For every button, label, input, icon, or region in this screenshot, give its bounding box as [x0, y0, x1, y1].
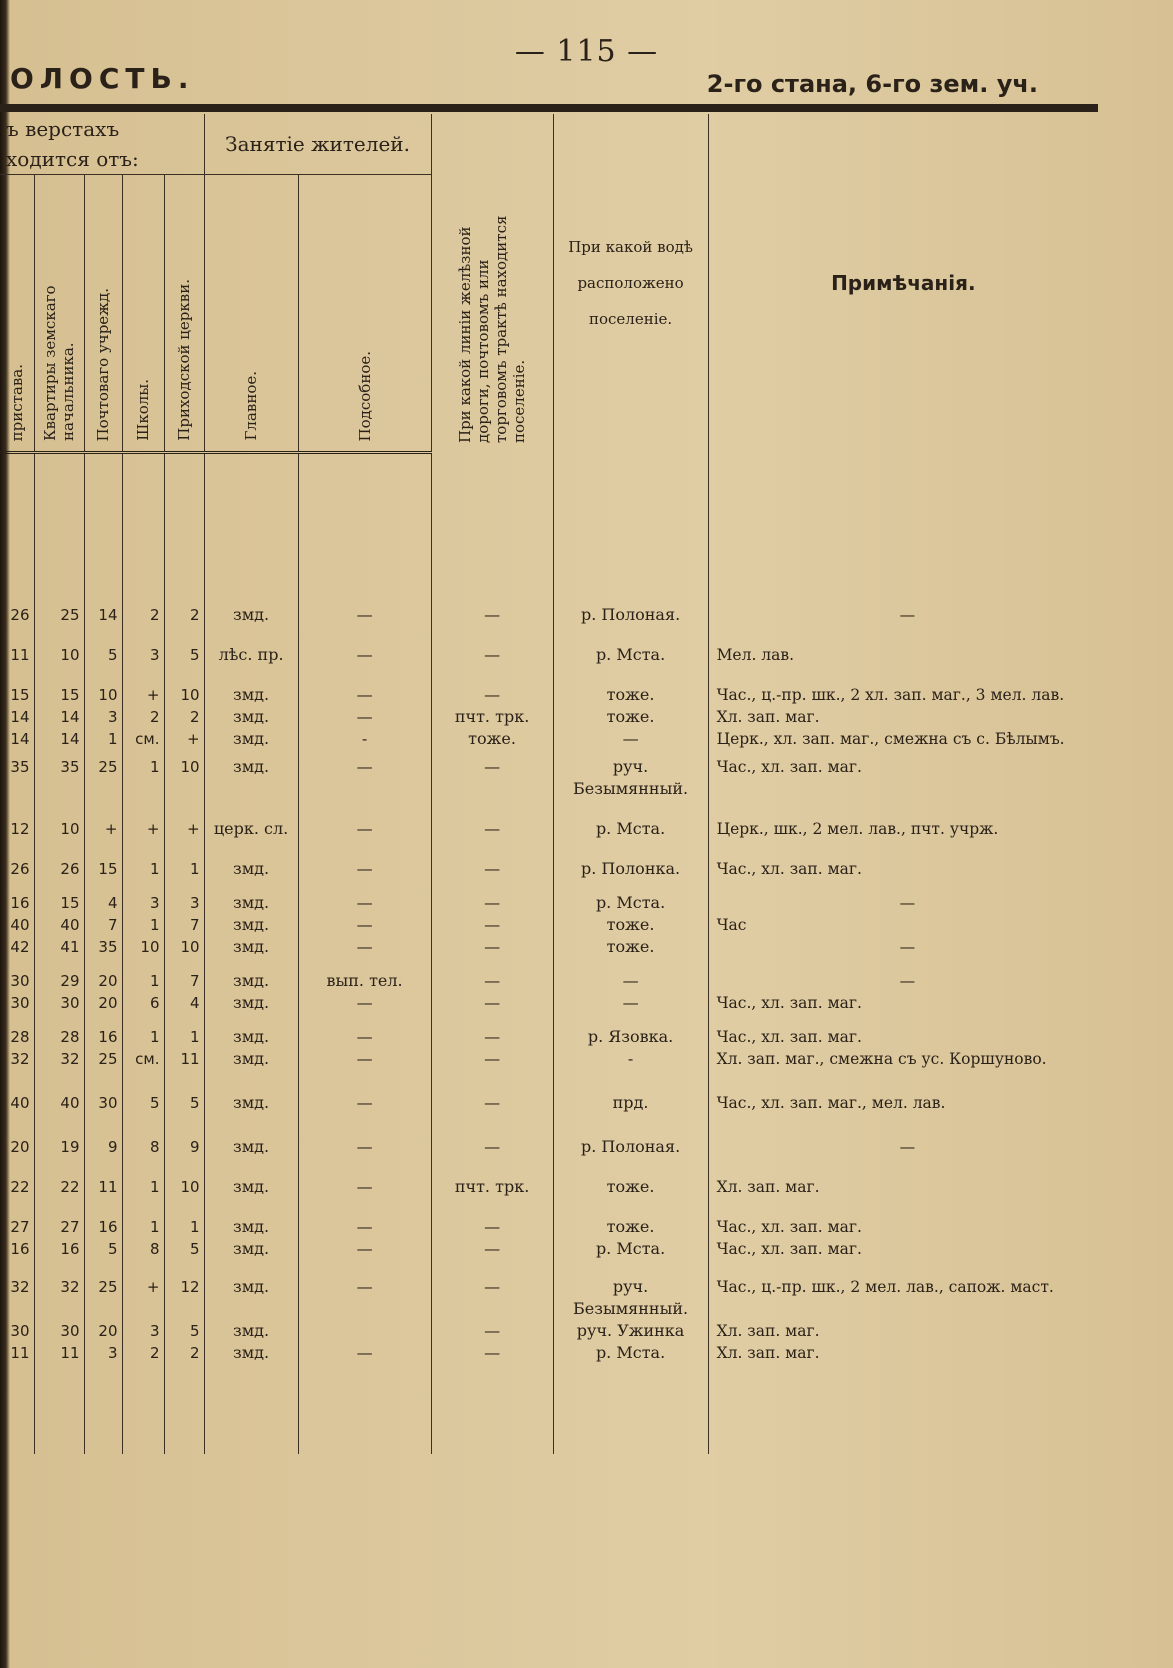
post-cell: 16: [84, 1014, 122, 1048]
notes-cell: —: [708, 880, 1098, 914]
aux-occupation-cell: -: [298, 728, 431, 750]
zemsky-cell: 11: [34, 1342, 84, 1364]
school-cell: +: [122, 800, 164, 840]
main-occupation-cell: церк. сл.: [204, 800, 298, 840]
post-cell: 20: [84, 958, 122, 992]
post-cell: 4: [84, 880, 122, 914]
pristava-cell: 22: [10, 1178, 30, 1196]
post-cell: +: [84, 800, 122, 840]
table-row: [0, 1238, 1098, 1260]
road-column-label: При какой линіи желѣзной дороги, почтовомъ или торговомъ трактѣ находится поселеніе.: [456, 215, 529, 443]
aux-occupation-cell: —: [298, 604, 431, 626]
road-cell: —: [431, 1198, 553, 1238]
table-row: [0, 1070, 1098, 1114]
road-cell: —: [431, 604, 553, 626]
water-cell: тоже.: [553, 1158, 708, 1198]
water-cell: р. Мста.: [553, 1342, 708, 1364]
church-column-label: Приходской церкви.: [175, 279, 194, 441]
main-occupation-cell: змд.: [204, 1070, 298, 1114]
aux-occupation-cell: —: [298, 1198, 431, 1238]
aux-occupation-cell: вып. тел.: [298, 958, 431, 992]
church-column-header: [164, 175, 204, 453]
water-cell: руч. Ужинка: [553, 1320, 708, 1342]
table-row: [0, 706, 1098, 728]
road-cell: —: [431, 1342, 553, 1364]
church-cell: 1: [164, 1198, 204, 1238]
table-row: [0, 1342, 1098, 1364]
school-cell: 1: [122, 1198, 164, 1238]
school-cell: 2: [122, 1342, 164, 1364]
road-cell: —: [431, 1260, 553, 1320]
church-cell: 2: [164, 604, 204, 626]
table-row: [0, 750, 1098, 800]
aux-occupation-cell: —: [298, 1014, 431, 1048]
road-cell: пчт. трк.: [431, 1158, 553, 1198]
water-cell: руч. Безымянный.: [553, 1260, 708, 1320]
blank-row: [0, 1364, 1098, 1454]
aux-occupation-cell: —: [298, 800, 431, 840]
pristava-cell: 14: [10, 708, 30, 726]
notes-cell: Час., хл. зап. маг.: [708, 750, 1098, 800]
pristava-cell: 12: [10, 820, 30, 838]
zemsky-cell: 14: [34, 706, 84, 728]
main-occupation-cell: лѣс. пр.: [204, 626, 298, 666]
notes-cell: —: [708, 958, 1098, 992]
post-cell: 5: [84, 626, 122, 666]
zemsky-cell: 15: [34, 880, 84, 914]
zemsky-column-header: [34, 175, 84, 453]
notes-cell: Церк., шк., 2 мел. лав., пчт. учрж.: [708, 800, 1098, 840]
table-row: [0, 666, 1098, 706]
main-occupation-cell: змд.: [204, 1238, 298, 1260]
aux-occupation-cell: —: [298, 1260, 431, 1320]
header-rule: [0, 104, 1098, 112]
notes-cell: Хл. зап. маг.: [708, 1158, 1098, 1198]
main-occupation-cell: змд.: [204, 706, 298, 728]
table-row: [0, 958, 1098, 992]
main-occupation-cell: змд.: [204, 1198, 298, 1238]
church-cell: 3: [164, 880, 204, 914]
aux-occupation-cell: —: [298, 750, 431, 800]
zemsky-cell: 40: [34, 914, 84, 936]
table-row: [0, 800, 1098, 840]
post-cell: 5: [84, 1238, 122, 1260]
road-cell: —: [431, 914, 553, 936]
post-cell: 3: [84, 706, 122, 728]
notes-column-label: Примѣчанія.: [831, 271, 976, 296]
road-cell: —: [431, 936, 553, 958]
table-row: [0, 1320, 1098, 1342]
main-occupation-cell: змд.: [204, 750, 298, 800]
zemsky-cell: 35: [34, 750, 84, 800]
church-cell: 5: [164, 1320, 204, 1342]
table-row: [0, 626, 1098, 666]
road-cell: —: [431, 1320, 553, 1342]
school-cell: 1: [122, 1014, 164, 1048]
school-cell: 3: [122, 1320, 164, 1342]
road-cell: —: [431, 880, 553, 914]
pristava-cell: 26: [10, 860, 30, 878]
post-cell: 14: [84, 604, 122, 626]
notes-column-header: [708, 114, 1098, 453]
main-occupation-cell: змд.: [204, 1014, 298, 1048]
notes-cell: —: [708, 1114, 1098, 1158]
zemsky-cell: 40: [34, 1070, 84, 1114]
pristava-cell: 26: [10, 606, 30, 624]
water-cell: р. Мста.: [553, 626, 708, 666]
water-cell: прд.: [553, 1070, 708, 1114]
school-cell: 1: [122, 840, 164, 880]
zemsky-cell: 30: [34, 1320, 84, 1342]
distance-group-header: [0, 114, 204, 175]
post-cell: 20: [84, 1320, 122, 1342]
main-occupation-cell: змд.: [204, 1320, 298, 1342]
water-column-label: При какой водѣ расположено поселеніе.: [568, 238, 693, 329]
water-cell: р. Полонка.: [553, 840, 708, 880]
pristava-cell: 15: [10, 686, 30, 704]
water-cell: —: [553, 958, 708, 992]
water-cell: р. Язовка.: [553, 1014, 708, 1048]
school-cell: +: [122, 666, 164, 706]
notes-cell: Церк., хл. зап. маг., смежна съ с. Бѣлымъ.: [708, 728, 1098, 750]
pristava-column-label: пристава.: [7, 363, 26, 441]
occupation-group-header: [204, 114, 431, 175]
post-cell: 25: [84, 1048, 122, 1070]
aux-occupation-cell: —: [298, 936, 431, 958]
post-cell: 3: [84, 1342, 122, 1364]
water-cell: тоже.: [553, 666, 708, 706]
water-cell: р. Мста.: [553, 800, 708, 840]
post-column-label: Почтоваго учрежд.: [94, 287, 112, 441]
water-cell: —: [553, 992, 708, 1014]
main-occupation-cell: змд.: [204, 840, 298, 880]
aux-occupation-label: Подсобное.: [355, 350, 374, 441]
church-cell: 5: [164, 1238, 204, 1260]
table-row: [0, 1260, 1098, 1320]
zemsky-cell: 41: [34, 936, 84, 958]
school-cell: см.: [122, 728, 164, 750]
header-district: 2-го стана, 6-го зем. уч.: [706, 70, 1038, 98]
main-occupation-cell: змд.: [204, 1114, 298, 1158]
water-cell: —: [553, 728, 708, 750]
church-cell: 12: [164, 1260, 204, 1320]
table-row: [0, 1158, 1098, 1198]
church-cell: 7: [164, 914, 204, 936]
table-row: [0, 1198, 1098, 1238]
notes-cell: Час., хл. зап. маг.: [708, 1238, 1098, 1260]
zemsky-cell: 26: [34, 840, 84, 880]
church-cell: 7: [164, 958, 204, 992]
post-cell: 20: [84, 992, 122, 1014]
road-cell: —: [431, 958, 553, 992]
church-cell: 5: [164, 1070, 204, 1114]
notes-cell: Мел. лав.: [708, 626, 1098, 666]
zemsky-cell: 28: [34, 1014, 84, 1048]
notes-cell: Час., хл. зап. маг.: [708, 1014, 1098, 1048]
aux-occupation-cell: —: [298, 1114, 431, 1158]
church-cell: 2: [164, 706, 204, 728]
school-cell: см.: [122, 1048, 164, 1070]
main-occupation-cell: змд.: [204, 1342, 298, 1364]
main-occupation-cell: змд.: [204, 604, 298, 626]
water-cell: руч. Безымянный.: [553, 750, 708, 800]
post-cell: 25: [84, 750, 122, 800]
road-cell: пчт. трк.: [431, 706, 553, 728]
school-column-label: Школы.: [134, 379, 152, 441]
aux-occupation-cell: [298, 1320, 431, 1342]
notes-cell: Час., ц.-пр. шк., 2 хл. зап. маг., 3 мел. лав.: [708, 666, 1098, 706]
pristava-cell: 28: [10, 1028, 30, 1046]
pristava-cell: 16: [10, 1240, 30, 1258]
notes-cell: —: [708, 936, 1098, 958]
post-cell: 7: [84, 914, 122, 936]
pristava-cell: 30: [10, 1322, 30, 1340]
church-cell: 10: [164, 1158, 204, 1198]
aux-occupation-cell: —: [298, 880, 431, 914]
aux-occupation-cell: —: [298, 914, 431, 936]
aux-occupation-cell: —: [298, 626, 431, 666]
church-cell: 11: [164, 1048, 204, 1070]
main-occupation-cell: змд.: [204, 728, 298, 750]
church-cell: 1: [164, 1014, 204, 1048]
water-cell: р. Полоная.: [553, 604, 708, 626]
aux-occupation-cell: —: [298, 1070, 431, 1114]
main-occupation-cell: змд.: [204, 666, 298, 706]
aux-occupation-cell: —: [298, 666, 431, 706]
road-cell: —: [431, 800, 553, 840]
church-cell: 1: [164, 840, 204, 880]
water-cell: р. Мста.: [553, 880, 708, 914]
school-cell: 5: [122, 1070, 164, 1114]
post-cell: 9: [84, 1114, 122, 1158]
zemsky-cell: 27: [34, 1198, 84, 1238]
aux-occupation-cell: —: [298, 992, 431, 1014]
road-cell: —: [431, 992, 553, 1014]
aux-occupation-header: [298, 175, 431, 453]
aux-occupation-cell: —: [298, 1342, 431, 1364]
notes-cell: Час., хл. зап. маг., мел. лав.: [708, 1070, 1098, 1114]
table-row: [0, 936, 1098, 958]
aux-occupation-cell: —: [298, 1158, 431, 1198]
post-cell: 15: [84, 840, 122, 880]
water-cell: р. Мста.: [553, 1238, 708, 1260]
church-cell: 10: [164, 750, 204, 800]
school-column-header: [122, 175, 164, 453]
water-cell: р. Полоная.: [553, 1114, 708, 1158]
table-row: [0, 1114, 1098, 1158]
church-cell: +: [164, 800, 204, 840]
pristava-cell: 11: [10, 1344, 30, 1362]
zemsky-cell: 29: [34, 958, 84, 992]
table-row: [0, 880, 1098, 914]
road-cell: —: [431, 1048, 553, 1070]
pristava-cell: 32: [10, 1050, 30, 1068]
main-occupation-cell: змд.: [204, 958, 298, 992]
notes-cell: Час., хл. зап. маг.: [708, 1198, 1098, 1238]
pristava-cell: 16: [10, 894, 30, 912]
zemsky-cell: 32: [34, 1048, 84, 1070]
main-occupation-cell: змд.: [204, 1048, 298, 1070]
school-cell: 1: [122, 750, 164, 800]
pristava-cell: 11: [10, 646, 30, 664]
table-row: [0, 992, 1098, 1014]
table-row: [0, 604, 1098, 626]
school-cell: 3: [122, 626, 164, 666]
main-occupation-cell: змд.: [204, 880, 298, 914]
pristava-cell: 40: [10, 1094, 30, 1112]
post-cell: 25: [84, 1260, 122, 1320]
school-cell: 8: [122, 1238, 164, 1260]
school-cell: 2: [122, 604, 164, 626]
notes-cell: Хл. зап. маг.: [708, 1342, 1098, 1364]
main-occupation-cell: змд.: [204, 936, 298, 958]
water-cell: тоже.: [553, 706, 708, 728]
table-row: [0, 840, 1098, 880]
main-occupation-cell: змд.: [204, 1260, 298, 1320]
post-column-header: [84, 175, 122, 453]
zemsky-cell: 10: [34, 800, 84, 840]
notes-cell: Час., ц.-пр. шк., 2 мел. лав., сапож. маст.: [708, 1260, 1098, 1320]
school-cell: +: [122, 1260, 164, 1320]
school-cell: 1: [122, 958, 164, 992]
church-cell: 10: [164, 666, 204, 706]
church-cell: 2: [164, 1342, 204, 1364]
school-cell: 2: [122, 706, 164, 728]
road-cell: тожe.: [431, 728, 553, 750]
table-row: [0, 1014, 1098, 1048]
road-cell: —: [431, 666, 553, 706]
road-cell: —: [431, 1070, 553, 1114]
church-cell: 9: [164, 1114, 204, 1158]
main-occupation-cell: змд.: [204, 1158, 298, 1198]
zemsky-cell: 19: [34, 1114, 84, 1158]
pristava-cell: 42: [10, 938, 30, 956]
zemsky-cell: 10: [34, 626, 84, 666]
notes-cell: —: [708, 604, 1098, 626]
notes-cell: Хл. зап. маг.: [708, 1320, 1098, 1342]
pristava-cell: 30: [10, 972, 30, 990]
main-occupation-cell: змд.: [204, 914, 298, 936]
zemsky-cell: 22: [34, 1158, 84, 1198]
church-cell: +: [164, 728, 204, 750]
main-occupation-header: [204, 175, 298, 453]
blank-row: [0, 453, 1098, 605]
pristava-column-header: [0, 175, 34, 453]
road-cell: —: [431, 1014, 553, 1048]
road-column-header: [431, 114, 553, 453]
occupation-group-label: Занятіе жителей.: [225, 132, 410, 156]
zemsky-cell: 14: [34, 728, 84, 750]
school-cell: 6: [122, 992, 164, 1014]
pristava-cell: 14: [10, 730, 30, 748]
school-cell: 8: [122, 1114, 164, 1158]
water-cell: тоже.: [553, 914, 708, 936]
pristava-cell: 30: [10, 994, 30, 1012]
aux-occupation-cell: —: [298, 840, 431, 880]
header-volost: ОЛОСТЬ.: [10, 62, 195, 95]
page-number: — 115 —: [514, 34, 659, 69]
school-cell: 1: [122, 1158, 164, 1198]
pristava-cell: 40: [10, 916, 30, 934]
main-occupation-label: Главное.: [242, 371, 261, 441]
zemsky-cell: 15: [34, 666, 84, 706]
pristava-cell: 35: [10, 758, 30, 776]
church-cell: 5: [164, 626, 204, 666]
road-cell: —: [431, 750, 553, 800]
pristava-cell: 20: [10, 1138, 30, 1156]
post-cell: 1: [84, 728, 122, 750]
church-cell: 10: [164, 936, 204, 958]
church-cell: 4: [164, 992, 204, 1014]
aux-occupation-cell: —: [298, 1048, 431, 1070]
notes-cell: Хл. зап. маг., смежна съ ус. Коршуново.: [708, 1048, 1098, 1070]
school-cell: 1: [122, 914, 164, 936]
notes-cell: Хл. зап. маг.: [708, 706, 1098, 728]
post-cell: 16: [84, 1198, 122, 1238]
road-cell: —: [431, 626, 553, 666]
table-row: [0, 914, 1098, 936]
table-row: [0, 728, 1098, 750]
notes-cell: Час., хл. зап. маг.: [708, 992, 1098, 1014]
road-cell: —: [431, 1238, 553, 1260]
aux-occupation-cell: —: [298, 1238, 431, 1260]
distance-group-label: ъ верстахъ ходится отъ:: [6, 117, 139, 171]
pristava-cell: 32: [10, 1278, 30, 1296]
post-cell: 11: [84, 1158, 122, 1198]
water-cell: тоже.: [553, 936, 708, 958]
pristava-cell: 27: [10, 1218, 30, 1236]
school-cell: 10: [122, 936, 164, 958]
aux-occupation-cell: —: [298, 706, 431, 728]
school-cell: 3: [122, 880, 164, 914]
water-cell: тоже.: [553, 1198, 708, 1238]
zemsky-cell: 16: [34, 1238, 84, 1260]
road-cell: —: [431, 1114, 553, 1158]
road-cell: —: [431, 840, 553, 880]
post-cell: 35: [84, 936, 122, 958]
notes-cell: Час: [708, 914, 1098, 936]
post-cell: 10: [84, 666, 122, 706]
table-row: [0, 1048, 1098, 1070]
register-body: [0, 453, 1098, 1455]
settlement-register-table: [0, 114, 1098, 1454]
water-cell: -: [553, 1048, 708, 1070]
post-cell: 30: [84, 1070, 122, 1114]
zemsky-column-label: Квартиры земскаго начальника.: [41, 285, 77, 441]
main-occupation-cell: змд.: [204, 992, 298, 1014]
zemsky-cell: 32: [34, 1260, 84, 1320]
notes-cell: Час., хл. зап. маг.: [708, 840, 1098, 880]
water-column-header: [553, 114, 708, 453]
zemsky-cell: 25: [34, 604, 84, 626]
zemsky-cell: 30: [34, 992, 84, 1014]
